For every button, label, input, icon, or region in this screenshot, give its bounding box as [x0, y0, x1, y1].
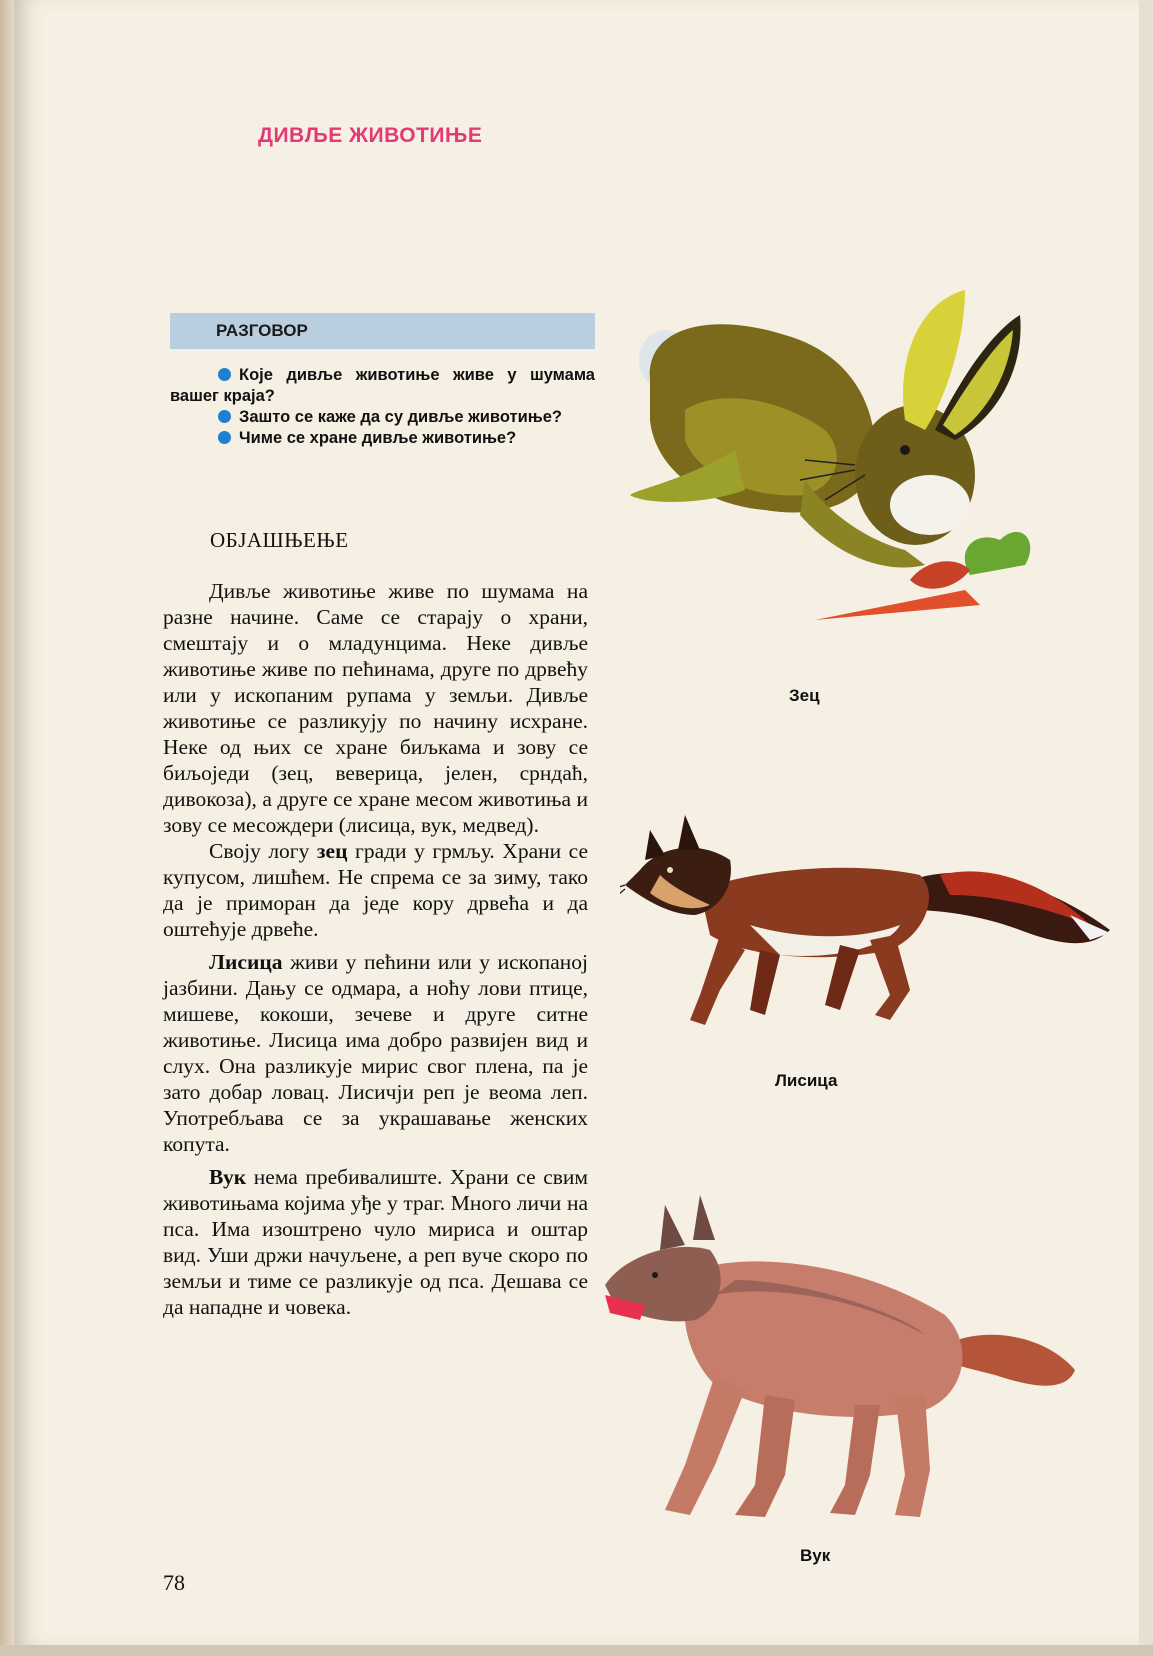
fox-eye: [667, 867, 673, 873]
conversation-banner: [170, 313, 595, 349]
fox-hind-leg: [870, 935, 910, 1020]
paragraph-wolf: Вук нема пребивалиште. Храни се свим животињама којима уђе у траг. Много личи на пса. Има изоштрено чуло мириса и оштар вид. Уши држи начуљене, а реп вуче скоро по земљи и тиме се разликује од пса. Дешава се да нападне и човека.: [163, 1165, 588, 1319]
fox-front-leg: [690, 935, 745, 1025]
bullet-icon: [218, 431, 231, 444]
question-list: [170, 365, 595, 449]
hare-illustration: [625, 290, 1095, 670]
question-item: Зашто се каже да су дивље животиње?: [170, 407, 595, 428]
carrot-leaves: [965, 532, 1030, 575]
paragraph-intro: Дивље животиње живе по шумама на разне начине. Саме се старају о храни, смештају и о младунцима. Неке дивље животиње живе по пећинама, друге по дрвећу или у ископаним рупама у земљи. Дивље животиње се разликују по начину исхране. Неке од њих се хране биљкама и зову се биљоједи (зец, веверица, јелен, срндаћ, дивокоза), а друге се хране месом животиња и зову се месождери (лисица, вук, медвед).: [163, 579, 588, 837]
explanation-heading: ОБЈАШЊЕЊЕ: [210, 528, 349, 552]
wolf-eye: [652, 1272, 658, 1278]
wolf-hind-leg: [895, 1395, 930, 1517]
caption-hare: Зец: [789, 686, 820, 705]
page-edge: [0, 1645, 1153, 1656]
wolf-ears: [660, 1195, 715, 1250]
caption-wolf: Вук: [800, 1546, 831, 1565]
caption-fox: Лисица: [775, 1071, 838, 1090]
paragraph-hare: Своју логу зец гради у грмљу. Храни се купусом, лишћем. Не спрема се за зиму, тако да је приморан да једе кору дрвећа и да оштећује дрвеће.: [163, 839, 588, 941]
wolf-illustration: [605, 1195, 1085, 1535]
paragraph-fox: Лисица живи у пећини или у ископаној јазбини. Дању се одмара, а ноћу лови птице, мишеве, кокоши, зечеве и друге ситне животиње. Лисица има добро развијен вид и слух. Она разликује мирис свог плена, па је зато добар ловац. Лисичји реп је веома леп. Употребљава се за украшавање женских копута.: [163, 950, 588, 1156]
bullet-icon: [218, 410, 231, 423]
carrot-icon: [815, 590, 980, 620]
fox-whiskers: [620, 885, 625, 900]
wolf-front-leg: [665, 1375, 745, 1515]
explanation-text: [163, 578, 588, 1320]
hare-eye: [900, 445, 910, 455]
question-item: Чиме се хране дивље животиње?: [170, 428, 595, 449]
conversation-heading: РАЗГОВОР: [216, 321, 308, 340]
page-title: ДИВЉЕ ЖИВОТИЊЕ: [258, 124, 483, 147]
bullet-icon: [218, 368, 231, 381]
page-number: 78: [163, 1570, 185, 1595]
fox-illustration: [620, 815, 1110, 1045]
question-item: Које дивље животиње живе у шумама вашег краја?: [170, 366, 595, 405]
